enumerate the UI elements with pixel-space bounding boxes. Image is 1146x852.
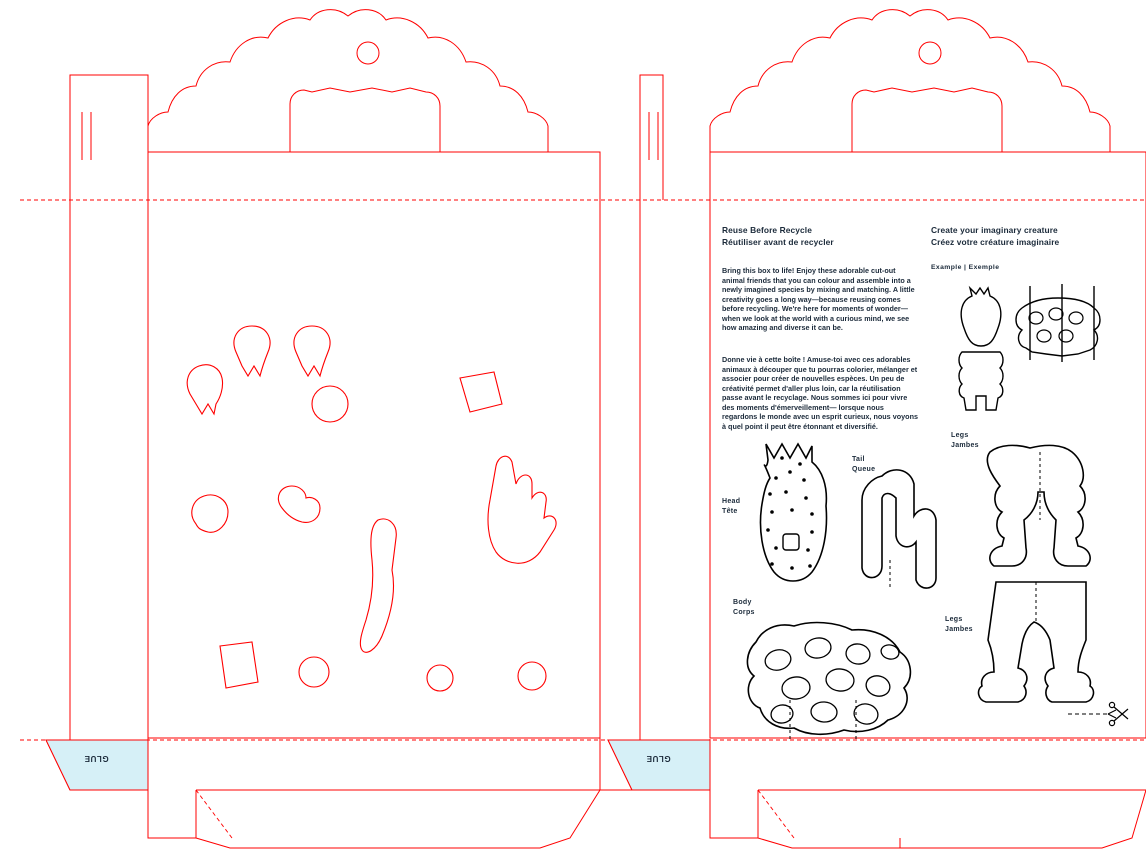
- cutout-small-head-2: [234, 326, 270, 376]
- creature-artwork-group: [747, 284, 1128, 740]
- head-part-dots: [766, 456, 814, 570]
- glue-tab-label-right: GLUE: [646, 754, 671, 763]
- right-glue-fill: [608, 740, 710, 790]
- cutout-small-head-3: [294, 326, 330, 376]
- cut-guide-arrow-a: [1108, 710, 1116, 714]
- tail-part-outline: [862, 470, 936, 588]
- fold-bottom-diag-left: [196, 790, 232, 838]
- fold-bottom-diag-right: [758, 790, 794, 838]
- reuse-body-en: Bring this box to life! Enjoy these adorable cut-out animal friends that you can colour and assemble into a newly imagined species by mixing and matching. A little creativity goes a long way—because reusing comes before recycling. We're here for moments of wonder—when we look at the world with a curious mind, we see how amazing and diverse it can be.: [722, 266, 915, 332]
- legs-part-1-outline: [987, 445, 1090, 566]
- left-front-panel: [148, 152, 600, 738]
- right-top-handle-silhouette: [710, 10, 1110, 152]
- cut-lines-group: [46, 10, 1146, 848]
- left-bottom-flap-a: [148, 790, 196, 838]
- cutout-circle-2: [299, 657, 329, 687]
- reuse-heading-fr: Réutiliser avant de recycler: [722, 237, 834, 247]
- part-label-body-en: Body: [733, 599, 752, 606]
- cutout-shapes-group: [187, 326, 556, 691]
- head-part-mouth: [783, 534, 799, 550]
- example-body-holes: [1029, 308, 1083, 342]
- part-label-legs2-en: Legs: [945, 616, 963, 623]
- example-head: [961, 288, 1001, 346]
- example-label: Example | Exemple: [931, 264, 1000, 271]
- left-top-inner-tab: [290, 88, 440, 152]
- part-label-tail-fr: Queue: [852, 466, 876, 473]
- creature-heading-en: Create your imaginary creature: [931, 225, 1058, 235]
- right-top-inner-tab: [852, 88, 1002, 152]
- cutout-hand-shape: [488, 456, 556, 563]
- left-glue-fill: [46, 740, 148, 790]
- cut-guide-arrow-b: [1108, 714, 1116, 718]
- part-label-head-en: Head: [722, 498, 741, 505]
- scissors-icon: [1109, 702, 1128, 725]
- part-label-head-fr: Tête: [722, 508, 738, 515]
- glue-tab-label-left: GLUE: [84, 754, 109, 763]
- part-label-body-fr: Corps: [733, 609, 755, 616]
- cutout-blob-2: [278, 486, 320, 522]
- cutout-blob-1: [192, 495, 228, 532]
- creature-heading-fr: Créez votre créature imaginaire: [931, 237, 1060, 247]
- part-label-legs1-en: Legs: [951, 432, 969, 439]
- part-label-legs1-fr: Jambes: [951, 442, 979, 449]
- left-bottom-flap-b: [196, 790, 600, 848]
- example-legs: [959, 352, 1003, 410]
- middle-side-panel-outline: [600, 75, 663, 790]
- fold-lines-group: [20, 200, 1146, 838]
- right-bottom-flap-b: [758, 790, 1146, 848]
- cutout-circle-1: [312, 386, 348, 422]
- glue-tab-fills: [46, 740, 710, 790]
- reuse-body-fr: Donne vie à cette boîte ! Amuse-toi avec ces adorables animaux à découper que tu pourras colorier, mélanger et associer pour créer de nouvelles espèces. Un peu de créativité permet d'aller plus loin, car la réutilisation passe avant le recyclage. Nous sommes ici pour vivre des moments d'émerveillement— lorsque nous regardons le monde avec un esprit curieux, nous voyons à quel point il peut être étonnant et diversifié.: [722, 355, 918, 431]
- left-side-flap-outline: [70, 75, 148, 790]
- part-label-tail-en: Tail: [852, 456, 865, 463]
- body-part-holes: [763, 636, 900, 726]
- example-body: [1016, 298, 1100, 356]
- part-label-legs2-fr: Jambes: [945, 626, 973, 633]
- cutout-rect-rounded-1: [460, 372, 502, 412]
- cutout-tail-strip: [360, 519, 396, 652]
- right-bottom-flap-a: [710, 790, 758, 838]
- cutout-circle-3: [427, 665, 453, 691]
- cutout-circle-4: [518, 662, 546, 690]
- cutout-small-head-1: [187, 365, 222, 414]
- left-handle-hole: [357, 42, 379, 64]
- right-handle-hole: [919, 42, 941, 64]
- reuse-heading-en: Reuse Before Recycle: [722, 225, 812, 235]
- left-top-handle-silhouette: [148, 10, 548, 152]
- cutout-rect-rounded-2: [220, 642, 258, 688]
